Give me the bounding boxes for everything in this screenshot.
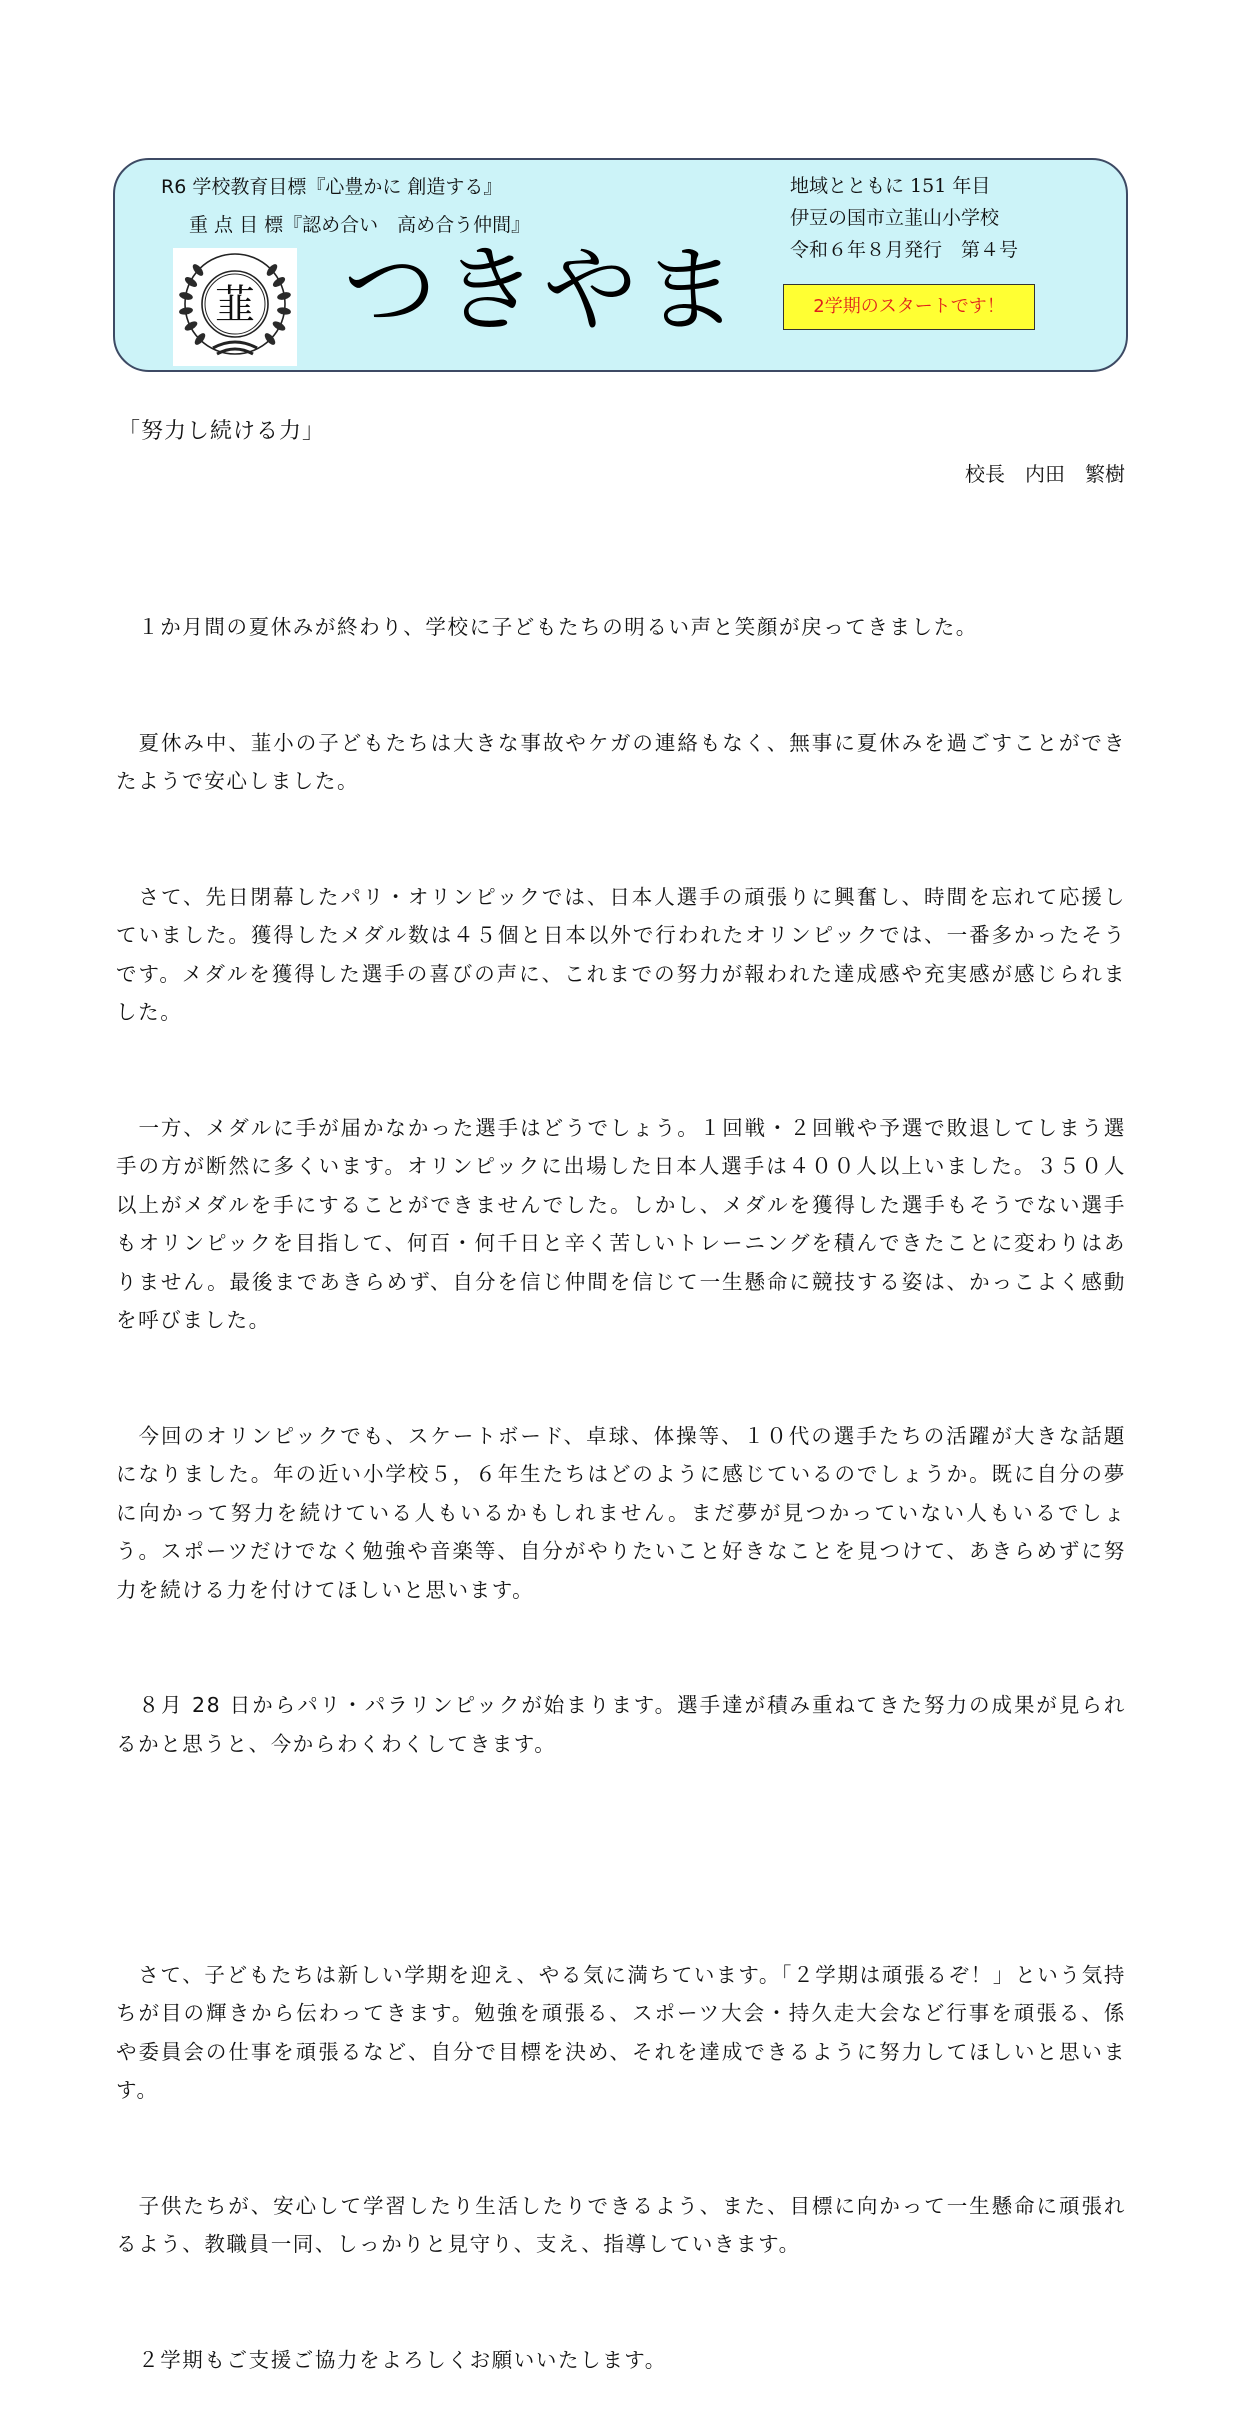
article-body	[116, 531, 1126, 2418]
paragraph: ８月 28 日からパリ・パラリンピックが始まります。選手達が積み重ねてきた努力の成果が見られるかと思うと、今からわくわくしてきます。	[116, 1693, 1126, 1756]
crest-character: 韮	[215, 282, 255, 328]
info-line-school: 伊豆の国市立韮山小学校	[790, 207, 1000, 229]
paragraph: 一方、メダルに手が届かなかった選手はどうでしょう。１回戦・２回戦や予選で敗退してしまう選手の方が断然に多くいます。オリンピックに出場した日本人選手は４００人以上いました。３５０人以上がメダルを手にすることができませんでした。しかし、メダルを獲得した選手もそうでない選手もオリンピックを目指して、何百・何千日と辛く苦しいトレーニングを積んできたことに変わりはありません。最後まであきらめず、自分を信じ仲間を信じて一生懸命に競技する姿は、かっこよく感動を呼びました。	[116, 1115, 1126, 1332]
paragraph: さて、先日閉幕したパリ・オリンピックでは、日本人選手の頑張りに興奮し、時間を忘れて応援していました。獲得したメダル数は４５個と日本以外で行われたオリンピックでは、一番多かったそうです。メダルを獲得した選手の喜びの声に、これまでの努力が報われた達成感や充実感が感じられました。	[116, 884, 1126, 1024]
tagline-badge: 2学期のスタートです！	[783, 284, 1035, 330]
focus-goal: 重 点 目 標『認め合い 高め合う仲間』	[189, 214, 531, 236]
article-title: 「努力し続ける力」	[118, 419, 326, 444]
school-crest-icon	[173, 248, 297, 366]
issue-info	[790, 170, 1018, 266]
masthead-banner	[113, 158, 1128, 372]
info-line-issue: 令和６年８月発行 第４号	[790, 239, 1019, 261]
newsletter-title: つきやま	[343, 236, 744, 345]
paragraph: さて、子どもたちは新しい学期を迎え、やる気に満ちています。「２学期は頑張るぞ！」という気持ちが目の輝きから伝わってきます。勉強を頑張る、スポーツ大会・持久走大会など行事を頑張る、係や委員会の仕事を頑張るなど、自分で目標を決め、それを達成できるように努力してほしいと思います。	[116, 1962, 1126, 2102]
paragraph: ２学期もご支援ご協力をよろしくお願いいたします。	[116, 2347, 667, 2372]
paragraph: １か月間の夏休みが終わり、学校に子どもたちの明るい声と笑顔が戻ってきました。	[116, 615, 978, 639]
paragraph: 夏休み中、韮小の子どもたちは大きな事故やケガの連絡もなく、無事に夏休みを過ごすことができたようで安心しました。	[116, 730, 1126, 793]
education-goal: R6 学校教育目標『心豊かに 創造する』	[161, 176, 503, 198]
paragraph-spacer	[116, 1840, 1126, 1879]
info-line-anniversary: 地域とともに 151 年目	[790, 175, 991, 197]
paragraph: 子供たちが、安心して学習したり生活したりできるよう、また、目標に向かって一生懸命に頑張れるよう、教職員一同、しっかりと見守り、支え、指導していきます。	[116, 2193, 1126, 2256]
paragraph: 今回のオリンピックでも、スケートボード、卓球、体操等、１０代の選手たちの活躍が大きな話題になりました。年の近い小学校５，６年生たちはどのように感じているのでしょうか。既に自分の夢に向かって努力を続けている人もいるかもしれません。まだ夢が見つかっていない人もいるでしょう。スポーツだけでなく勉強や音楽等、自分がやりたいこと好きなことを見つけて、あきらめずに努力を続ける力を付けてほしいと思います。	[116, 1423, 1126, 1602]
article-byline: 校長 内田 繁樹	[965, 462, 1125, 486]
